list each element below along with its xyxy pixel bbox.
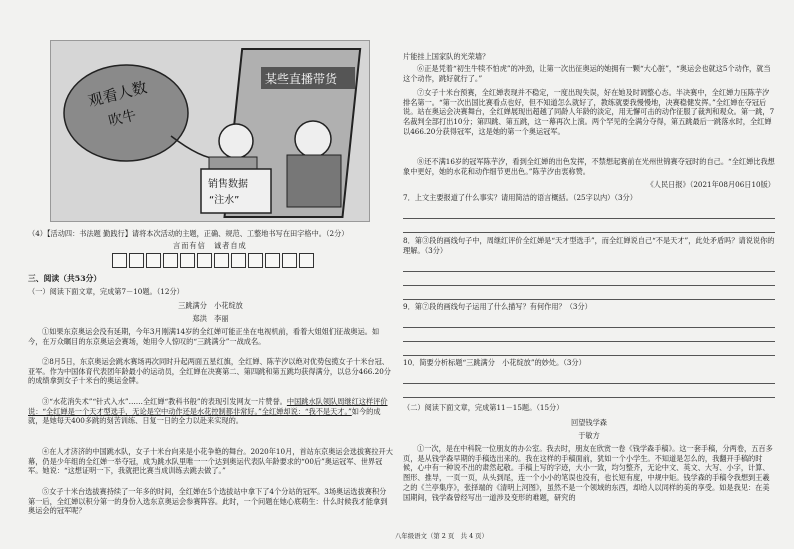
paragraph-4: ④在人才济济的中国跳水队，女子十米台向来是小花争艳的舞台。2020年10月，首站东京奥运会选拔赛拉开大幕，仍是少年组的全红婵一举夺冠，成为跳水队里唯一一个达到奥运代表队年龄要求的“00后”奥运冠军、世界冠军。她说：“这想证明一下，我就把比赛当成训练去跳去做了。” [28, 447, 393, 476]
paragraph-3-tail: 如今的成就，是她每天400多跳的刻苦训练、日复一日的全力以赴来实现的。 [28, 406, 381, 426]
paragraph-6: ⑥正是凭着“初生牛犊不怕虎”的冲劲，让第一次出征奥运的她拥有一颗“大心脏”，“奥运会也就这5个动作，就当这个动作，跳好就行了。” [403, 64, 771, 83]
answer-line[interactable] [403, 342, 775, 356]
paragraph-8: ⑧还不满16岁的冠军陈芋汐，看到全红婵的出色发挥，不禁想起赛前在光州世锦赛夺冠时的自己。“全红婵比我想象中更好，她的水花和动作细节更出色。”陈芋汐由衷称赞。 [403, 157, 775, 176]
grid-cell[interactable] [180, 253, 195, 268]
reading-b-subheading: （二）阅读下面文章，完成第11－15题。（15分） [403, 403, 564, 412]
paragraph-1: ①如果东京奥运会没有延期，今年3月刚满14岁的全红婵可能正坐在电视机前，看着大姐姐们征战奥运。如今，在万众瞩目的东京奥运会赛场，她用令人惊叹的“三跳满分”一战成名。 [28, 327, 380, 346]
article-b-paragraph-1: ①一次，是在中科院一位朋友的办公室。我去时，朋友在欣赏一卷《钱学森手稿》。这一套手稿，分两卷，五百多页，是从钱学森早期的手稿选出来的。我在这样的手稿面前，犹如一个小学生。不知道是怎么的，我翻开手稿的时候，心中有一种说不出的肃然起敬。手稿上写的字迹，大小一致，均匀整齐，无论中文、英文、大写、小字，计算、图形、推导，一页一页，从头到尾，连一个小小的笔误也没有，也长短有度，中规中矩。钱学森的手稿令我想到王羲之的《兰亭集序》，张择端的《清明上河图》，虽然不是一个领域的东西，却给人以同样的美的享受。如是我见：在美国期间，钱学森曾经写出一道涉及变形的难题，研究的 [403, 444, 773, 502]
grid-cell[interactable] [163, 253, 178, 268]
grid-cell[interactable] [197, 253, 212, 268]
grid-cell[interactable] [129, 253, 144, 268]
grid-cell[interactable] [299, 253, 314, 268]
answer-line[interactable] [403, 384, 775, 398]
paragraph-2: ②8月5日，东京奥运会跳水赛场再次同时升起两面五星红旗，全红婵、陈芋汐以绝对优势包揽女子十米台冠、亚军。作为中国体育代表团年龄最小的运动员，全红婵在决赛第二、第四跳和第五跳均获得满分，以总分466.20分的成绩拿到女子十米台的奥运金牌。 [28, 357, 391, 386]
cartoon-illustration [50, 40, 370, 222]
banner-text: 某些直播带货 [265, 72, 338, 86]
grid-cell[interactable] [282, 253, 297, 268]
right-column [403, 0, 775, 549]
answer-line[interactable] [403, 219, 775, 233]
answer-lines-10[interactable] [403, 370, 775, 398]
tianzige-grid[interactable] [112, 253, 316, 268]
article-b-title: 回望钱学森 [571, 418, 607, 427]
page-footer: 八年级语文（第 2 页 共 4 页） [395, 532, 488, 540]
article-author: 郑洪 李丽 [192, 314, 229, 323]
answer-line[interactable] [403, 258, 775, 272]
motto-text: 言而有信 诚者自成 [173, 241, 247, 250]
article-b-author: 于敏方 [578, 431, 600, 440]
question-9: 9．第⑦段的画线句子运用了什么描写？有何作用？（3分） [403, 302, 592, 311]
paragraph-7: ⑦女子十米台预赛，全红婵表现并不稳定，一度出现失误，好在她及时调整心态。半决赛中，全红婵力压陈芋汐排名第一。“第一次出国比赛看点也好，但不知道怎么就好了，教练就要我慢慢地，决赛稳健发挥。”全红婵在夺冠后说。站在奥运会决赛舞台，全红婵展现出超越了同龄人年龄的淡定，用无懈可击的动作征服了裁判和观众。第一跳，7名裁判全部打出10分；第四跳、第五跳，这一幕再次上演。两个罕见的全满分夺得，第五跳最后一跳落水时，全红婵以466.20分获得冠军，这是她的第一个奥运冠军。 [403, 88, 775, 136]
underlined-sentence: 中国跳水队领队周继红这样评价说：“全红婵是一个天才型选手，无论是空中动作还是水花控制都非常好。”全红婵却说：“我不是天才。” [28, 397, 388, 416]
answer-line[interactable] [403, 205, 775, 219]
paragraph-3-text: ③“水花消失术”“针式入水”……全红婵“教科书般”的表现引发网友一片赞誉。 [42, 397, 287, 406]
grid-cell[interactable] [214, 253, 229, 268]
balloon-text-1: 观看人数 [86, 78, 149, 111]
paragraph-5: ⑤女子十米台选拔赛持续了一年多的时间，全红婵在5个选拔站中拿下了4个分站的冠军。3场奥运选拔赛积分第一后，全红婵以积分第一的身份入选东京奥运会参赛阵容。此时，一个问题在她心底萌生：什么时候我才能拿到奥运会的冠军呢？ [28, 487, 388, 516]
answer-lines-7[interactable] [403, 205, 775, 233]
section-heading: 三、阅读（共53分） [28, 274, 102, 283]
left-column [28, 0, 393, 549]
balloon-text-2: 吹牛 [106, 107, 138, 130]
grid-cell[interactable] [146, 253, 161, 268]
answer-line[interactable] [403, 314, 775, 328]
grid-cell[interactable] [112, 253, 127, 268]
paragraph-3 [28, 397, 393, 426]
question-10: 10．简要分析标题“三跳满分 小花绽放”的妙处。（3分） [403, 358, 586, 367]
paragraph-5-end: 片能挂上国家队的光荣墙？ [403, 52, 490, 61]
answer-lines-8[interactable] [403, 258, 775, 300]
answer-line[interactable] [403, 328, 775, 342]
question-7: 7．上文主要报道了什么事实？请用简洁的语言概括。（25字以内）（3分） [403, 193, 637, 202]
box-text-1: 销售数据 [208, 179, 248, 190]
answer-lines-9[interactable] [403, 314, 775, 356]
answer-line[interactable] [403, 272, 775, 286]
answer-line[interactable] [403, 286, 775, 300]
cartoon-drawing [51, 41, 369, 221]
reading-subheading: （一）阅读下面文章，完成第7－10题。（12分） [28, 287, 184, 296]
article-title: 三跳满分 小花绽放 [178, 301, 243, 310]
answer-line[interactable] [403, 370, 775, 384]
grid-cell[interactable] [265, 253, 280, 268]
calligraphy-task: （4）【活动四：书法题 勤践行】请将本次活动的主题，正确、规范、工整地书写在田字格中。（2分） [28, 229, 349, 238]
question-8: 8．第③段的画线句子中，周继红评价全红婵是“天才型选手”，而全红婵说自己“不是天才”，此处矛盾吗？请说说你的理解。（3分） [403, 236, 775, 255]
grid-cell[interactable] [248, 253, 263, 268]
box-text-2: “注水” [209, 195, 240, 206]
grid-cell[interactable] [231, 253, 246, 268]
article-source: 《人民日报》（2021年08月06日10版） [646, 180, 775, 189]
